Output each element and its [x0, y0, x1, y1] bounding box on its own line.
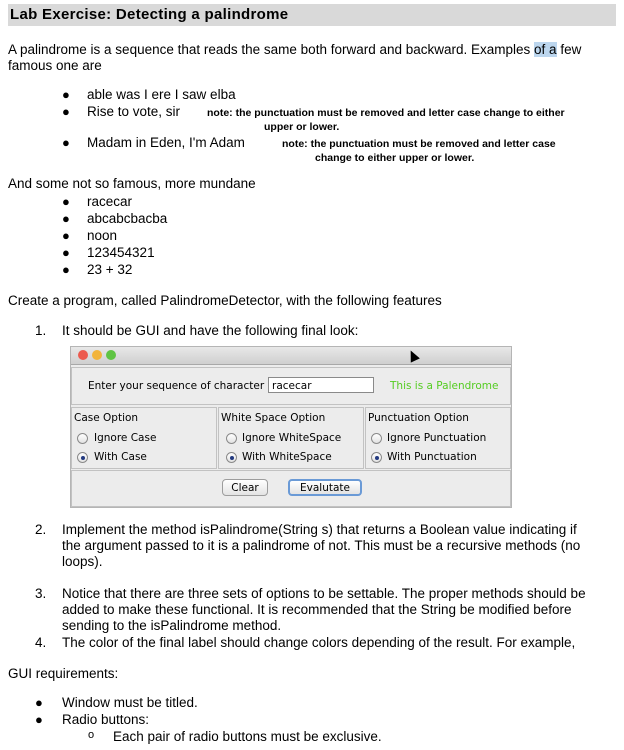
ignore-whitespace-radio[interactable]	[226, 433, 237, 444]
whitespace-option-group	[218, 407, 364, 469]
zoom-icon[interactable]	[106, 350, 116, 360]
step-number: 2.	[35, 522, 47, 537]
step-number: 1.	[35, 323, 47, 338]
bullet-dot: ●	[62, 87, 70, 102]
note-1-line-1: note: the punctuation must be removed and letter case change to either	[207, 107, 565, 119]
ignore-case-label[interactable]: Ignore Case	[94, 432, 157, 444]
with-punctuation-radio[interactable]	[371, 452, 382, 463]
with-whitespace-radio[interactable]	[226, 452, 237, 463]
with-case-label[interactable]: With Case	[94, 451, 147, 463]
case-option-group	[71, 407, 217, 469]
bullet-dot: ●	[35, 712, 43, 727]
famous-item-2: Rise to vote, sir	[87, 104, 181, 119]
input-panel	[71, 367, 511, 405]
note-2-line-2: change to either upper or lower.	[315, 152, 475, 164]
step-2-line-2: the argument passed to it is a palindrome of not. This must be a recursive methods (no	[62, 538, 581, 553]
with-punctuation-label[interactable]: With Punctuation	[387, 451, 477, 463]
ignore-punctuation-label[interactable]: Ignore Punctuation	[387, 432, 487, 444]
intro-tail: few	[556, 42, 582, 57]
intro-paragraph	[8, 41, 581, 58]
mundane-item-5: 23 + 32	[87, 262, 133, 277]
step-number: 3.	[35, 586, 47, 601]
bullet-dot: ●	[35, 695, 43, 710]
ignore-whitespace-label[interactable]: Ignore WhiteSpace	[242, 432, 342, 444]
step-3-line-3: sending to the isPalindrome method.	[62, 618, 282, 633]
evaluate-button[interactable]: Evalutate	[288, 479, 362, 496]
step-1-text: It should be GUI and have the following final look:	[62, 323, 359, 338]
requirement-item-1: Window must be titled.	[62, 695, 198, 710]
bullet-dot: ●	[62, 211, 70, 226]
punctuation-option-group	[365, 407, 511, 469]
step-3-line-1: Notice that there are three sets of options to be settable. The proper methods should be	[62, 586, 586, 601]
bullet-dot: ●	[62, 228, 70, 243]
mundane-item-3: noon	[87, 228, 118, 243]
minimize-icon[interactable]	[92, 350, 102, 360]
sub-bullet-circle: o	[88, 729, 95, 741]
mundane-item-2: abcabcbacba	[87, 211, 168, 226]
step-3-line-2: added to make these functional. It is recommended that the String be modified before	[62, 602, 572, 617]
lab-title-bar	[8, 4, 616, 26]
famous-item-3: Madam in Eden, I'm Adam	[87, 135, 245, 150]
create-line: Create a program, called PalindromeDetector, with the following features	[8, 293, 442, 308]
famous-item-1: able was I ere I saw elba	[87, 87, 236, 102]
bullet-dot: ●	[62, 262, 70, 277]
mundane-item-1: racecar	[87, 194, 133, 209]
bullet-dot: ●	[62, 135, 70, 150]
sub-requirement-item-1: Each pair of radio buttons must be exclusive.	[113, 729, 382, 744]
step-4-line-1: The color of the final label should change colors depending of the result. For example,	[62, 635, 576, 650]
step-2-line-1: Implement the method isPalindrome(String s) that returns a Boolean value indicating if	[62, 522, 577, 537]
ignore-case-radio[interactable]	[77, 433, 88, 444]
window-title-bar	[71, 347, 511, 365]
sequence-input[interactable]: racecar	[268, 377, 374, 393]
note-2-line-1: note: the punctuation must be removed and letter case	[282, 138, 556, 150]
lab-title: Lab Exercise: Detecting a palindrome	[10, 6, 289, 23]
whitespace-option-title: White Space Option	[221, 412, 326, 424]
punctuation-option-title: Punctuation Option	[368, 412, 469, 424]
bullet-dot: ●	[62, 194, 70, 209]
step-number: 4.	[35, 635, 47, 650]
ignore-punctuation-radio[interactable]	[371, 433, 382, 444]
requirement-item-2: Radio buttons:	[62, 712, 150, 727]
intro-text: A palindrome is a sequence that reads the same both forward and backward. Examples	[8, 42, 535, 57]
mundane-item-4: 123454321	[87, 245, 155, 260]
note-1-line-2: upper or lower.	[264, 121, 340, 133]
gui-requirements-heading: GUI requirements:	[8, 666, 119, 681]
palindrome-window	[70, 346, 512, 508]
intro-highlight: of a	[534, 42, 557, 57]
case-option-title: Case Option	[74, 412, 139, 424]
button-panel	[71, 470, 511, 507]
close-icon[interactable]	[78, 350, 88, 360]
bullet-dot: ●	[62, 104, 70, 119]
bullet-dot: ●	[62, 245, 70, 260]
result-label: This is a Palendrome	[390, 380, 499, 392]
clear-button[interactable]: Clear	[222, 479, 268, 496]
intro-line-2: famous one are	[8, 58, 102, 73]
with-whitespace-label[interactable]: With WhiteSpace	[242, 451, 332, 463]
mouse-cursor-icon	[406, 348, 420, 362]
step-2-line-3: loops).	[62, 554, 103, 569]
with-case-radio[interactable]	[77, 452, 88, 463]
sequence-prompt-label: Enter your sequence of character	[88, 380, 265, 392]
mundane-intro: And some not so famous, more mundane	[8, 176, 256, 191]
